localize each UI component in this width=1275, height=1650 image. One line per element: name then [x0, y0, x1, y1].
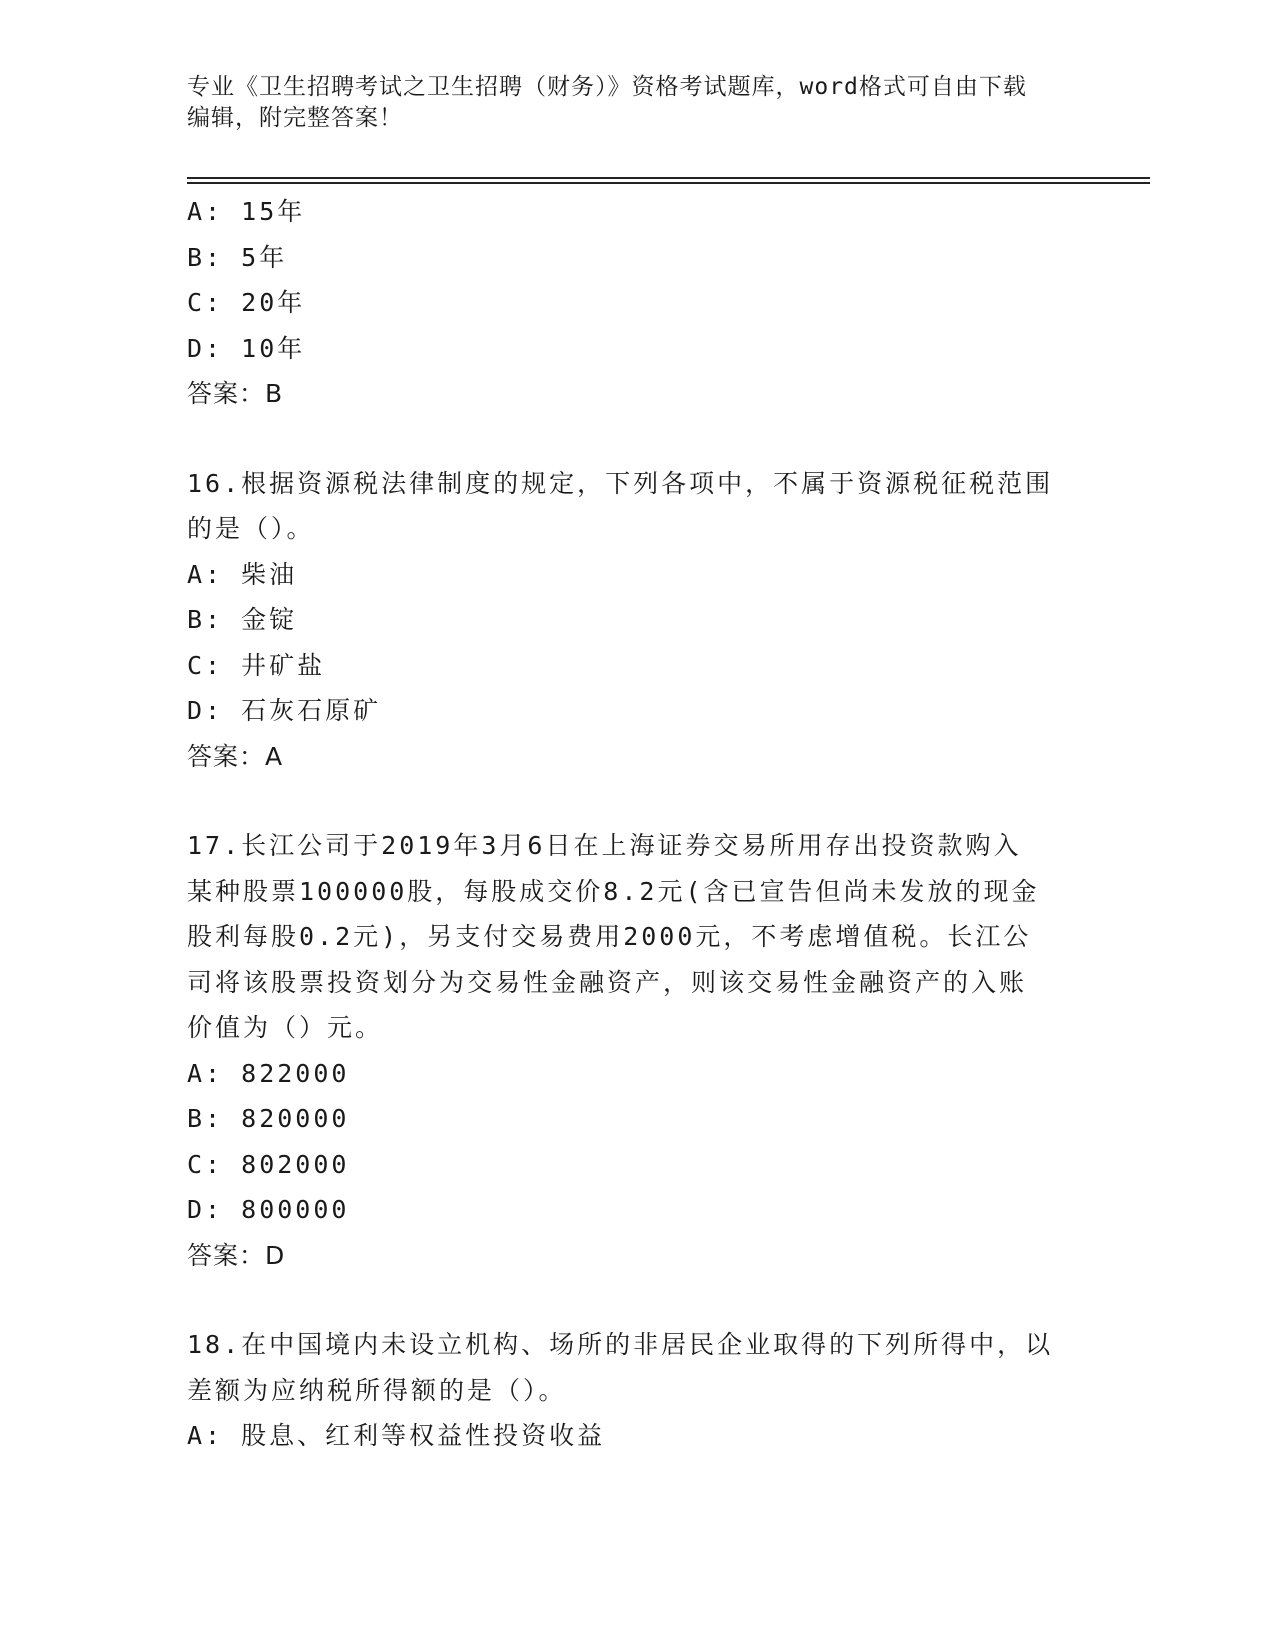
answer: 答案：D	[187, 1240, 286, 1270]
header-rule-bottom	[187, 182, 1150, 184]
header-line-2: 编辑，附完整答案！	[187, 105, 403, 131]
option-c: C: 20年	[187, 288, 306, 317]
question-stem-line: 差额为应纳税所得额的是（）。	[187, 1375, 567, 1405]
spacer	[187, 417, 1087, 461]
question-stem-line: 某种股票100000股，每股成交价8.2元(含已宣告但尚未发放的现金	[187, 876, 1040, 906]
question-list	[187, 189, 1087, 1459]
question-15	[187, 189, 1087, 417]
question-stem-line: 价值为（）元。	[187, 1013, 384, 1042]
option-b: B: 820000	[187, 1104, 350, 1133]
question-17	[187, 823, 1087, 1278]
option-a: A: 822000	[187, 1058, 350, 1088]
question-stem-line: 16.根据资源税法律制度的规定，下列各项中，不属于资源税征税范围	[187, 468, 1054, 498]
option-d: D: 800000	[187, 1195, 350, 1224]
question-stem-line: 股利每股0.2元)，另支付交易费用2000元，不考虑增值税。长江公	[187, 922, 1032, 951]
option-c: C: 井矿盐	[187, 650, 326, 680]
question-18	[187, 1322, 1087, 1459]
spacer	[187, 1278, 1087, 1322]
answer: 答案：B	[187, 379, 284, 408]
question-16	[187, 461, 1087, 780]
option-a: A: 15年	[187, 197, 306, 226]
option-d: D: 10年	[187, 333, 306, 363]
question-stem-line: 的是（）。	[187, 514, 315, 543]
header-line-1: 专业《卫生招聘考试之卫生招聘（财务）》资格考试题库，word格式可自由下载	[187, 74, 1027, 100]
option-d: D: 石灰石原矿	[187, 696, 382, 725]
option-c: C: 802000	[187, 1149, 350, 1179]
option-b: B: 金锭	[187, 605, 298, 634]
option-a: A: 股息、红利等权益性投资收益	[187, 1421, 606, 1450]
question-stem-line: 17.长江公司于2019年3月6日在上海证券交易所用存出投资款购入	[187, 831, 1022, 860]
answer: 答案：A	[187, 741, 284, 771]
question-stem-line: 18.在中国境内未设立机构、场所的非居民企业取得的下列所得中，以	[187, 1330, 1054, 1359]
question-stem-line: 司将该股票投资划分为交易性金融资产，则该交易性金融资产的入账	[187, 967, 1028, 997]
option-a: A: 柴油	[187, 559, 298, 589]
document-header	[187, 72, 1087, 134]
spacer	[187, 779, 1087, 823]
header-rule-top	[187, 177, 1150, 179]
option-b: B: 5年	[187, 242, 288, 272]
